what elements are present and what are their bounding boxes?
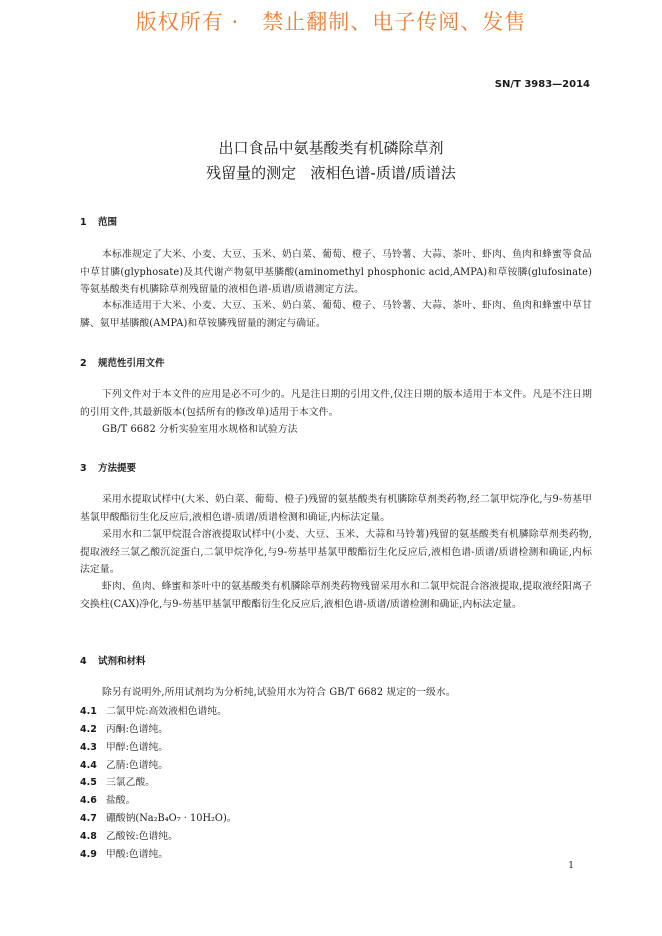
paragraph: 虾肉、鱼肉、蜂蜜和茶叶中的氨基酸类有机膦除草剂类药物残留采用水和二氯甲烷混合溶液提取,提取液经阳离子交换柱(CAX)净化,与9-芴基甲基氯甲酸酯衍生化反应后,液相色谱-质谱/质谱检测和确证,内标法定量。 <box>80 581 592 610</box>
section-number: 3 <box>80 463 87 474</box>
section-title: 范围 <box>98 217 118 228</box>
section-heading-scope <box>80 214 117 228</box>
list-item <box>80 739 168 753</box>
section-title: 方法提要 <box>98 463 137 474</box>
section-title: 试剂和材料 <box>98 656 146 667</box>
section-heading-method-summary <box>80 460 136 474</box>
item-number: 4.7 <box>80 813 97 824</box>
section-number: 2 <box>80 358 87 369</box>
paragraph: 本标准规定了大米、小麦、大豆、玉米、奶白菜、葡萄、橙子、马铃薯、大蒜、茶叶、虾肉、鱼肉和蜂蜜等食品中草甘膦(glyphosate)及其代谢产物氨甲基膦酸(aminomethyl phosphonic acid,AMPA)和草铵膦(glufosinate)等氨基酸类有机膦除草剂残留量的液相色谱-质谱/质谱测定方法。 <box>80 249 592 295</box>
list-item <box>80 774 155 788</box>
list-item <box>80 792 135 806</box>
item-text: 三氯乙酸。 <box>106 777 155 788</box>
paragraph: 采用水提取试样中(大米、奶白菜、葡萄、橙子)残留的氨基酸类有机膦除草剂类药物,经二氯甲烷净化,与9-芴基甲基氯甲酸酯衍生化反应后,液相色谱-质谱/质谱检测和确证,内标法定量。 <box>80 494 592 523</box>
paragraph: GB/T 6682 分析实验室用水规格和试验方法 <box>102 424 298 435</box>
item-number: 4.3 <box>80 742 97 753</box>
item-number: 4.4 <box>80 760 97 771</box>
item-number: 4.9 <box>80 849 97 860</box>
document-title-line1: 出口食品中氨基酸类有机磷除草剂 <box>218 139 444 157</box>
list-item <box>80 757 168 771</box>
item-number: 4.6 <box>80 795 97 806</box>
section-number: 1 <box>80 217 87 228</box>
paragraph: 采用水和二氯甲烷混合溶液提取试样中(小麦、大豆、玉米、大蒜和马铃薯)残留的氨基酸类有机膦除草剂类药物,提取液经三氯乙酸沉淀蛋白,二氯甲烷净化,与9-芴基甲基氯甲酸酯衍生化反应后,液相色谱-质谱/质谱检测和确证,内标法定量。 <box>80 529 592 575</box>
list-item <box>80 846 168 860</box>
section-heading-normative-references <box>80 355 165 369</box>
section-title: 规范性引用文件 <box>98 358 165 369</box>
item-text: 硼酸钠(Na₂B₄O₇ · 10H₂O)。 <box>106 813 237 824</box>
section-number: 4 <box>80 656 87 667</box>
paragraph: 下列文件对于本文件的应用是必不可少的。凡是注日期的引用文件,仅注日期的版本适用于本文件。凡是不注日期的引用文件,其最新版本(包括所有的修改单)适用于本文件。 <box>80 389 592 418</box>
list-item <box>80 703 227 717</box>
item-number: 4.2 <box>80 724 97 735</box>
item-text: 丙酮:色谱纯。 <box>106 724 169 735</box>
list-item <box>80 721 168 735</box>
item-text: 二氯甲烷:高效液相色谱纯。 <box>106 706 227 717</box>
paragraph: 除另有说明外,所用试剂均为分析纯,试验用水为符合 GB/T 6682 规定的一级水。 <box>102 687 456 698</box>
item-number: 4.1 <box>80 706 97 717</box>
page-number: 1 <box>568 861 574 871</box>
list-item <box>80 828 178 842</box>
item-text: 甲醇:色谱纯。 <box>106 742 169 753</box>
item-text: 乙腈:色谱纯。 <box>106 760 169 771</box>
item-text: 乙酸铵:色谱纯。 <box>106 831 178 842</box>
document-title-line2: 残留量的测定 液相色谱-质谱/质谱法 <box>206 164 456 182</box>
section-heading-reagents <box>80 653 146 667</box>
copyright-watermark: 版权所有 · 禁止翻制、电子传阅、发售 <box>135 10 527 34</box>
item-text: 盐酸。 <box>106 795 136 806</box>
item-number: 4.5 <box>80 777 97 788</box>
list-item <box>80 810 237 824</box>
item-text: 甲酸:色谱纯。 <box>106 849 169 860</box>
paragraph: 本标准适用于大米、小麦、大豆、玉米、奶白菜、葡萄、橙子、马铃薯、大蒜、茶叶、虾肉、鱼肉和蜂蜜中草甘膦、氨甲基膦酸(AMPA)和草铵膦残留量的测定与确证。 <box>80 300 592 329</box>
standard-code: SN/T 3983—2014 <box>494 79 590 90</box>
item-number: 4.8 <box>80 831 97 842</box>
